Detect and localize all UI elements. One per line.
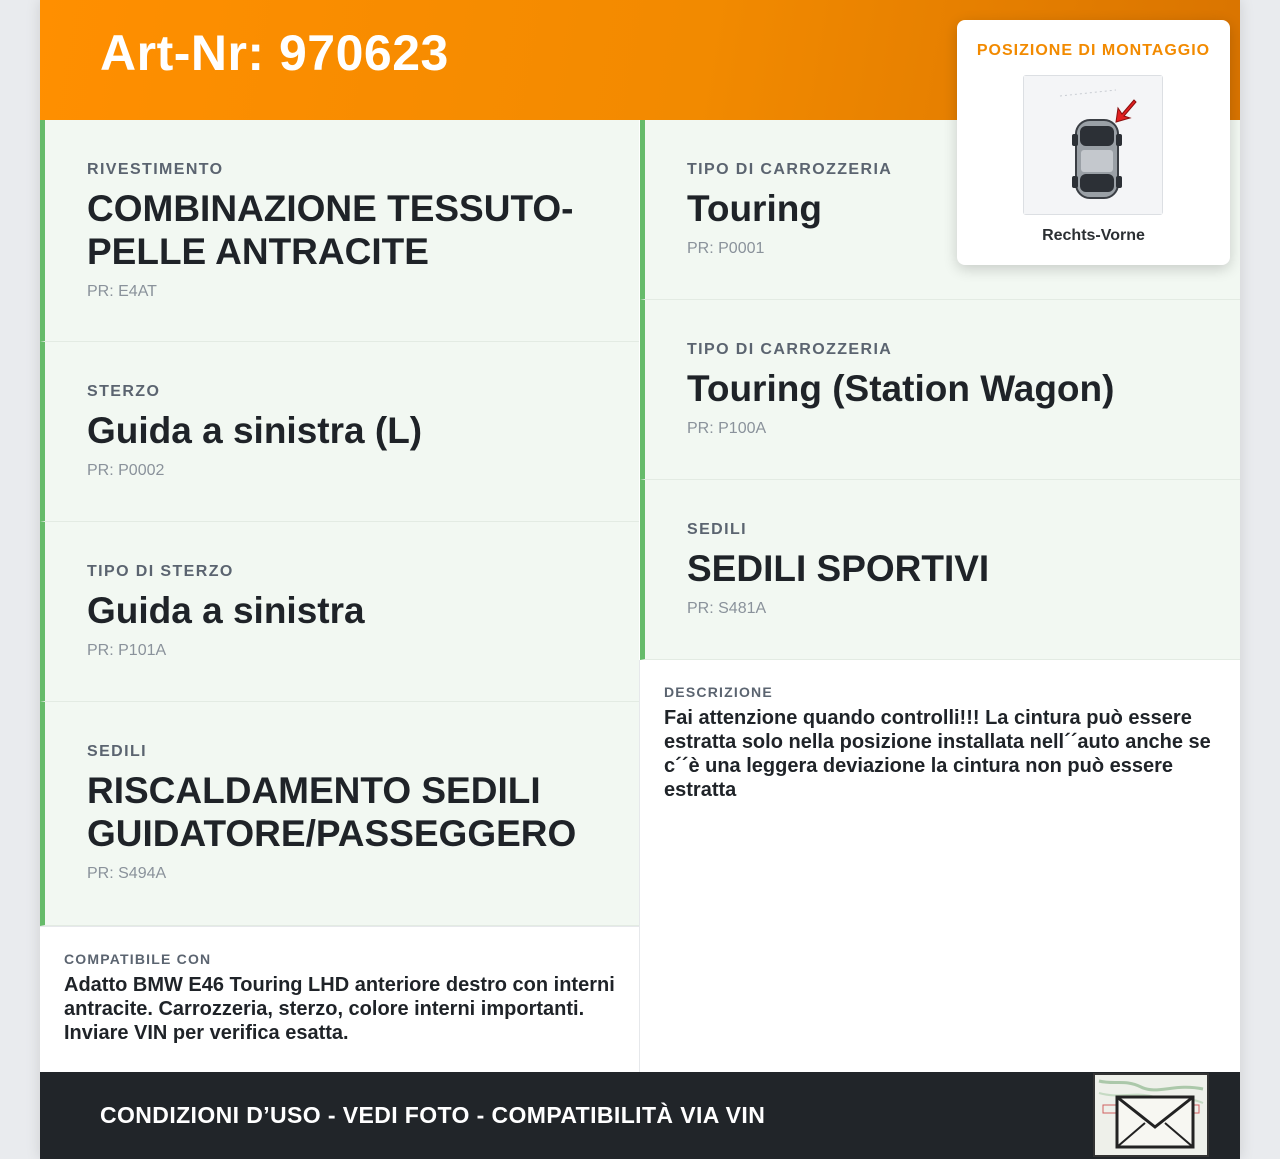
spec-label: TIPO DI CARROZZERIA <box>687 341 893 358</box>
spec-card-sedili-riscaldamento <box>40 702 639 926</box>
spec-card-sedili-sportivi <box>640 480 1240 660</box>
description-text: Fai attenzione quando controlli!!! La cintura può essere estratta solo nella posizione installata nell´´auto anche se c´´è una leggera deviazione la cintura non può essere estratta <box>664 707 1211 801</box>
mounting-position-caption: Rechts-Vorne <box>1042 227 1145 244</box>
spec-value: Guida a sinistra <box>87 590 365 631</box>
spec-value: Touring <box>687 188 822 229</box>
footer-terms-link[interactable]: CONDIZIONI D’USO - VEDI FOTO - COMPATIBILITÀ VIA VIN <box>100 1102 766 1128</box>
envelope-graphic <box>1095 1075 1207 1155</box>
mounting-position-title: POSIZIONE DI MONTAGGIO <box>976 42 1211 59</box>
spec-label: TIPO DI STERZO <box>87 563 234 580</box>
compatibility-section <box>40 926 639 1072</box>
envelope-icon[interactable] <box>1093 1073 1209 1157</box>
description-label: DESCRIZIONE <box>664 684 773 700</box>
footer-bar <box>40 1072 1240 1159</box>
spec-label: SEDILI <box>687 521 747 538</box>
spec-pr-code: PR: P101A <box>87 642 167 659</box>
compatibility-text: Adatto BMW E46 Touring LHD anteriore destro con interni antracite. Carrozzeria, sterzo, colore interni importanti. Inviare VIN per verifica esatta. <box>64 974 615 1044</box>
spec-pr-code: PR: P0002 <box>87 462 165 479</box>
spec-card-sterzo <box>40 342 639 522</box>
compatibility-label: COMPATIBILE CON <box>64 951 212 967</box>
spec-card-rivestimento <box>40 120 639 342</box>
spec-value: COMBINAZIONE TESSUTO-PELLE ANTRACITE <box>87 188 574 272</box>
spec-label: RIVESTIMENTO <box>87 161 224 178</box>
spec-label: SEDILI <box>87 743 147 760</box>
spec-pr-code: PR: P0001 <box>687 240 765 257</box>
left-spec-column <box>40 120 639 926</box>
spec-value: SEDILI SPORTIVI <box>687 548 990 589</box>
spec-value: Guida a sinistra (L) <box>87 410 423 451</box>
description-section <box>640 660 1240 802</box>
mounting-position-card <box>957 20 1230 265</box>
spec-value: RISCALDAMENTO SEDILI GUIDATORE/PASSEGGERO <box>87 770 577 854</box>
spec-card-carrozzeria-station-wagon <box>640 300 1240 480</box>
spec-pr-code: PR: E4AT <box>87 283 157 300</box>
car-top-view-icon[interactable] <box>1023 75 1163 215</box>
article-number-title: Art-Nr: 970623 <box>100 25 449 81</box>
spec-value: Touring (Station Wagon) <box>687 368 1115 409</box>
spec-pr-code: PR: S494A <box>87 865 167 882</box>
spec-label: TIPO DI CARROZZERIA <box>687 161 893 178</box>
spec-pr-code: PR: P100A <box>687 420 767 437</box>
car-diagram <box>1024 76 1162 214</box>
spec-card-tipo-di-sterzo <box>40 522 639 702</box>
spec-pr-code: PR: S481A <box>687 600 767 617</box>
spec-label: STERZO <box>87 383 161 400</box>
page <box>40 0 1240 1159</box>
